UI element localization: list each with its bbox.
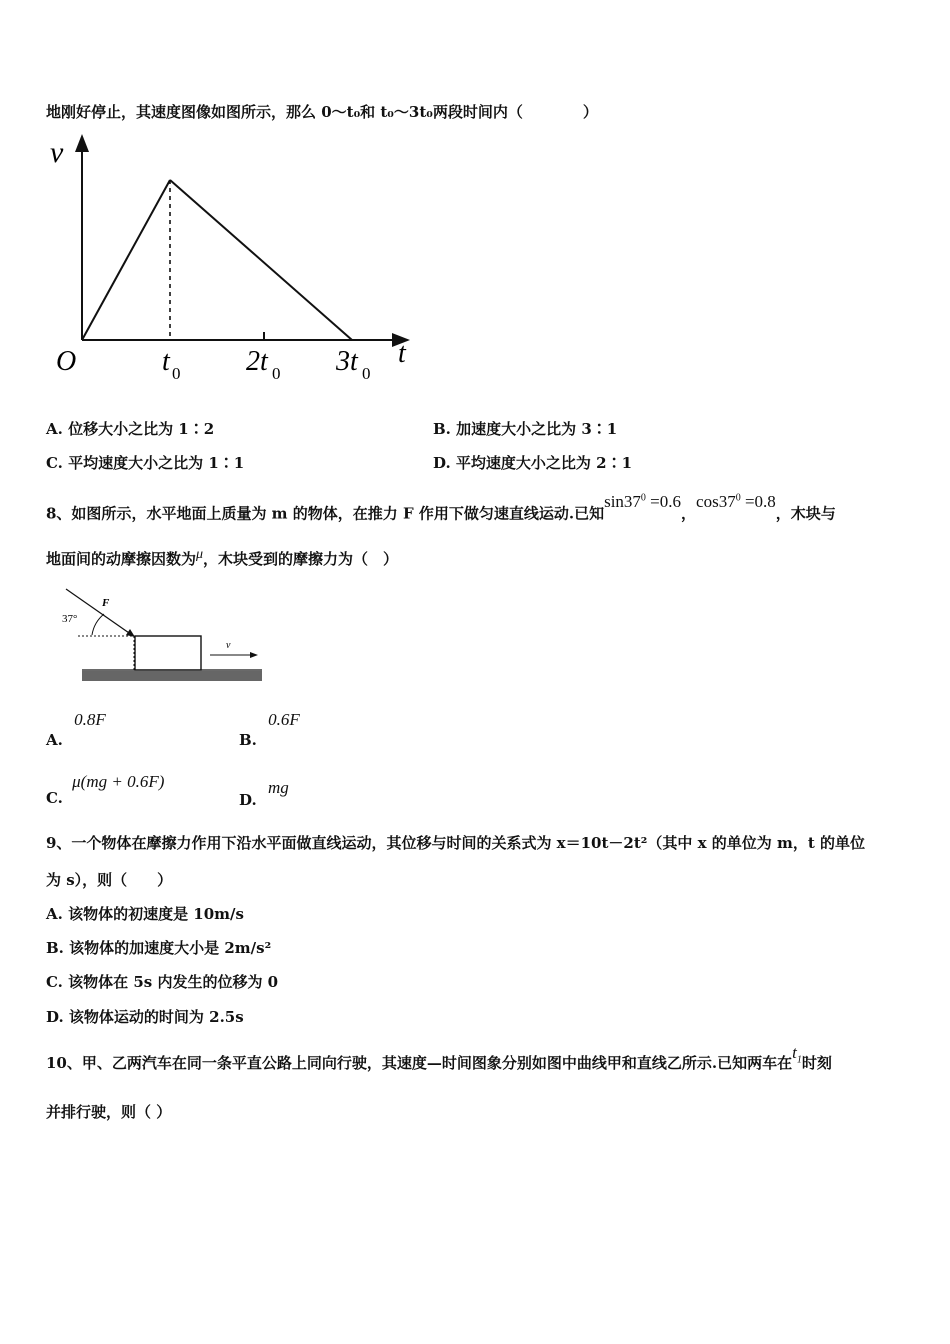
q7-option-a[interactable]: A. 位移大小之比为 1∶2 — [46, 420, 215, 438]
ground-hatch — [82, 671, 262, 681]
q9-option-d[interactable]: D. 该物体运动的时间为 2.5s — [46, 1008, 244, 1026]
v-label: v — [226, 640, 231, 651]
t-label: t — [398, 338, 406, 369]
t0-label: t — [162, 346, 170, 377]
q8-option-c[interactable]: C. μ(mg + 0.6F) — [46, 772, 165, 807]
decel-segment — [170, 180, 352, 340]
q7-option-d[interactable]: D. 平均速度大小之比为 2∶1 — [433, 454, 633, 472]
q9-option-b[interactable]: B. 该物体的加速度大小是 2m/s² — [46, 939, 272, 957]
q8-option-b[interactable]: B. 0.6F — [239, 710, 300, 749]
q9-option-c[interactable]: C. 该物体在 5s 内发生的位移为 0 — [46, 973, 279, 991]
q8-cos: $\cos 37^0 =0.8$ — [696, 491, 776, 511]
force-label: F — [102, 597, 110, 609]
3t0-label-sub: 0 — [362, 364, 371, 383]
3t0-label: 3t — [336, 346, 358, 377]
q9-option-a[interactable]: A. 该物体的初速度是 10m/s — [46, 905, 244, 923]
wooden-block — [135, 636, 201, 670]
q8-stem-line2: 地面间的动摩擦因数为μ，木块受到的摩擦力为（ ） — [46, 547, 399, 568]
q8-mu: μ — [196, 547, 204, 562]
q8-option-a[interactable]: A. 0.8F — [46, 710, 106, 749]
origin-label: O — [56, 346, 77, 377]
q10-stem-line2: 并排行驶，则（ ） — [46, 1103, 172, 1121]
accel-segment — [82, 180, 170, 340]
t0-label-sub: 0 — [172, 364, 181, 383]
v-label: v — [50, 136, 64, 169]
v-axis-arrow — [75, 134, 89, 152]
q7-stem: 地刚好停止，其速度图像如图所示，那么 0～t₀和 t₀～3t₀两段时间内（ ） — [46, 103, 598, 121]
q8-stem-a: 8、如图所示，水平地面上质量为 m 的物体，在推力 F 作用下做匀速直线运动.已知 — [46, 504, 605, 523]
q8-block-figure — [60, 585, 270, 690]
q7-vt-graph — [40, 130, 430, 390]
velocity-arrow-head — [250, 652, 258, 658]
q8-sin: $\sin 37^0 =0.6$ — [604, 491, 682, 511]
q7-option-b[interactable]: B. 加速度大小之比为 3∶1 — [433, 420, 618, 438]
q7-option-c[interactable]: C. 平均速度大小之比为 1∶1 — [46, 454, 245, 472]
force-arrow-line — [66, 589, 132, 635]
q9-stem-line2: 为 s），则（ ） — [46, 871, 173, 889]
angle-arc — [92, 614, 104, 635]
2t0-label-sub: 0 — [272, 364, 281, 383]
q8-option-d[interactable]: D. mg — [239, 778, 289, 809]
q8-stem-line1: 8、如图所示，水平地面上质量为 m 的物体，在推力 F 作用下做匀速直线运动.已知$\sin 37^0 =0.6$，$\cos 37^0 =0.8$，木块与 — [46, 491, 836, 523]
angle-label: 37° — [62, 613, 78, 625]
q10-stem-line1: 10、甲、乙两汽车在同一条平直公路上同向行驶，其速度—时间图象分别如图中曲线甲和直线乙所示.已知两车在$t_1$时刻 — [46, 1043, 832, 1072]
2t0-label: 2t — [246, 346, 268, 377]
q10-t1: $t_1$ — [792, 1043, 802, 1066]
q9-stem-line1: 9、一个物体在摩擦力作用下沿水平面做直线运动，其位移与时间的关系式为 x＝10t－2t²（其中 x 的单位为 m，t 的单位 — [46, 834, 865, 852]
